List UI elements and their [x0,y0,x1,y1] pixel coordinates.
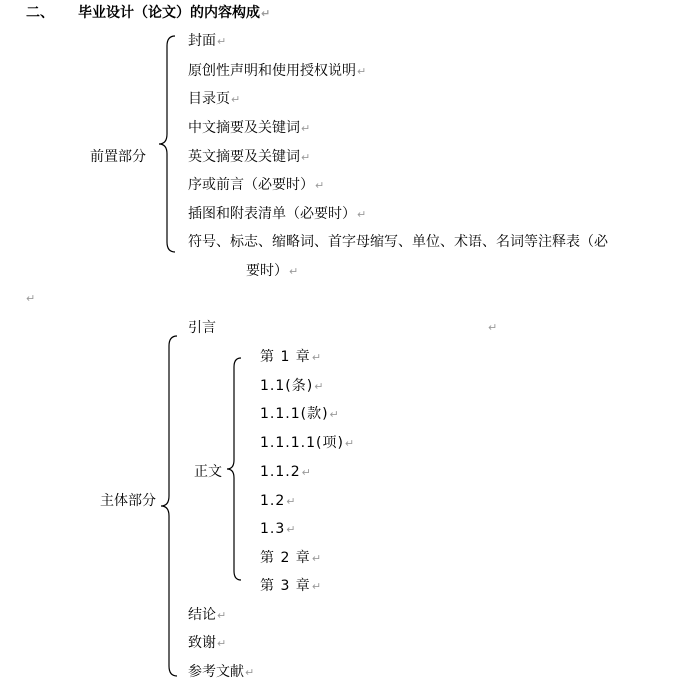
chapter-item: 1.1.1(款)↵ [260,406,340,422]
paragraph-mark-icon: ↵ [301,122,311,135]
main-tail-item: 致谢↵ [188,635,227,651]
paragraph-mark-icon: ↵ [315,179,325,192]
paragraph-mark-icon: ↵ [245,666,255,679]
front-item: 序或前言（必要时）↵ [188,177,325,193]
paragraph-mark-icon: ↵ [314,380,325,393]
paragraph-mark-icon: ↵ [311,580,323,593]
main-tail-item: 参考文献↵ [188,664,255,680]
paragraph-mark-icon: ↵ [231,93,241,106]
paragraph-mark-icon: ↵ [344,437,356,450]
chapter-item: 1.1(条)↵ [260,378,325,394]
front-item: 插图和附表清单（必要时）↵ [188,206,367,222]
front-matter-brace [158,36,178,252]
paragraph-mark-icon: ↵ [217,35,227,48]
chapter-item: 第 3 章↵ [260,578,323,594]
paragraph-mark-icon: ↵ [301,466,312,479]
chapter-item: 1.3↵ [260,521,297,537]
main-intro: 引言 [188,320,216,336]
paragraph-mark-icon: ↵ [261,7,271,20]
chapter-item: 第 1 章↵ [260,349,323,365]
front-item: 中文摘要及关键词↵ [188,120,311,136]
paragraph-mark-icon: ↵ [286,523,297,536]
paragraph-mark-icon: ↵ [217,609,227,622]
front-item: 封面↵ [188,33,227,49]
section-number: 二、 [26,5,54,21]
paragraph-mark-icon: ↵ [286,495,297,508]
chapter-item: 第 2 章↵ [260,550,323,566]
paragraph-mark-icon: ↵ [26,292,36,305]
front-item: 目录页↵ [188,91,241,107]
paragraph-mark-icon: ↵ [329,408,340,421]
paragraph-mark-icon: ↵ [217,637,227,650]
chapter-item: 1.1.2↵ [260,464,312,480]
paragraph-mark-icon: ↵ [301,151,311,164]
paragraph-mark-icon: ↵ [289,265,299,278]
paragraph-mark-icon: ↵ [488,321,498,334]
front-item: 原创性声明和使用授权说明↵ [188,63,367,79]
paragraph-mark-icon: ↵ [357,65,367,78]
main-body-label: 主体部分 [100,493,156,509]
chapter-body-brace [226,358,244,580]
front-matter-label: 前置部分 [90,149,146,165]
front-item: 符号、标志、缩略词、首字母缩写、单位、术语、名词等注释表（必 [188,234,608,250]
paragraph-mark-icon: ↵ [311,351,323,364]
chapter-item: 1.2↵ [260,493,297,509]
paragraph-mark-icon: ↵ [311,552,323,565]
chapter-body-label: 正文 [194,464,222,480]
paragraph-mark-icon: ↵ [357,208,367,221]
chapter-item: 1.1.1.1(项)↵ [260,435,356,451]
main-tail-item: 结论↵ [188,607,227,623]
main-body-brace [160,336,180,676]
section-title: 毕业设计（论文）的内容构成↵ [78,5,271,21]
front-item-continuation: 要时）↵ [246,263,299,279]
front-item: 英文摘要及关键词↵ [188,149,311,165]
